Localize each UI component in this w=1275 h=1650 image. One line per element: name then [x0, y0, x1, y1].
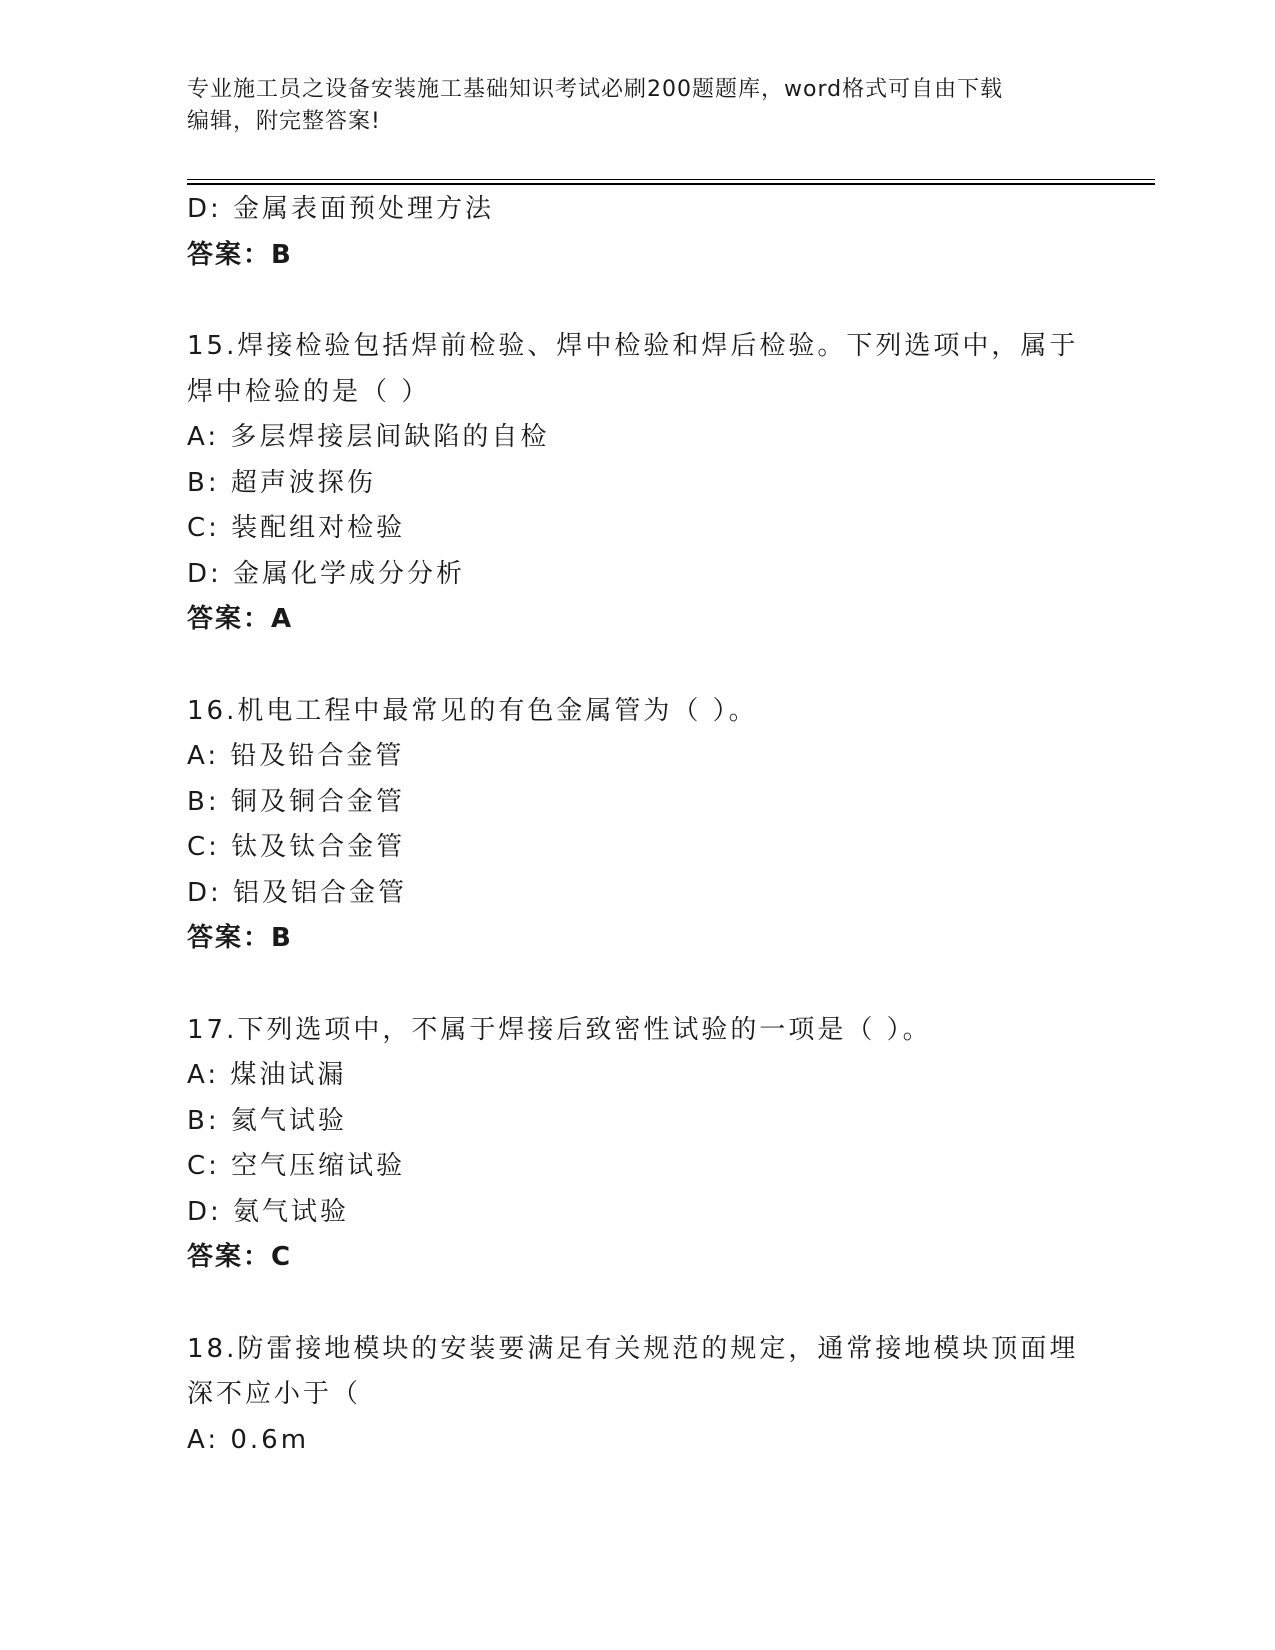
- option-a: A: 煤油试漏: [187, 1060, 347, 1090]
- question-stem-line-2: 焊中检验的是（ ）: [187, 376, 431, 407]
- option-d: D: 铝及铝合金管: [187, 877, 408, 908]
- option-a: A: 0.6m: [187, 1424, 310, 1455]
- option-c: C: 装配组对检验: [187, 513, 406, 543]
- header-divider-thin: [187, 179, 1155, 180]
- option-b: B: 氦气试验: [187, 1105, 347, 1136]
- option-c: C: 空气压缩试验: [187, 1151, 406, 1181]
- document-header: [187, 74, 1067, 138]
- question-15: [187, 324, 1087, 643]
- question-stem-line-1: 16.机电工程中最常见的有色金属管为（ ）。: [187, 695, 758, 726]
- header-divider-thick: [187, 183, 1155, 185]
- option-d: D: 金属表面预处理方法: [187, 194, 495, 224]
- answer-line: 答案：B: [187, 239, 293, 270]
- option-d: D: 金属化学成分分析: [187, 558, 466, 589]
- question-stem-line-1: 17.下列选项中，不属于焊接后致密性试验的一项是（ ）。: [187, 1014, 932, 1045]
- question-18: [187, 1327, 1087, 1464]
- option-b: B: 铜及铜合金管: [187, 786, 405, 817]
- option-a: A: 铅及铅合金管: [187, 741, 405, 771]
- question-stem-line-2: 深不应小于（: [187, 1379, 362, 1409]
- option-a: A: 多层焊接层间缺陷的自检: [187, 422, 550, 452]
- option-c: C: 钛及钛合金管: [187, 832, 406, 862]
- question-17: [187, 1008, 1087, 1281]
- option-b: B: 超声波探伤: [187, 467, 376, 498]
- question-stem-line-1: 15.焊接检验包括焊前检验、焊中检验和焊后检验。下列选项中，属于: [187, 331, 1079, 361]
- question-list: [187, 187, 1087, 1463]
- spacer: [187, 278, 1087, 324]
- answer-line: 答案：C: [187, 1242, 293, 1272]
- spacer: [187, 962, 1087, 1008]
- header-line-2: 编辑，附完整答案!: [187, 109, 381, 134]
- question-16: [187, 689, 1087, 962]
- question-partial: [187, 187, 1087, 278]
- spacer: [187, 1281, 1087, 1327]
- question-stem-line-1: 18.防雷接地模块的安装要满足有关规范的规定，通常接地模块顶面埋: [187, 1333, 1079, 1364]
- header-line-1: 专业施工员之设备安装施工基础知识考试必刷200题题库，word格式可自由下载: [187, 77, 1004, 102]
- answer-line: 答案：B: [187, 923, 293, 953]
- spacer: [187, 643, 1087, 689]
- answer-line: 答案：A: [187, 604, 294, 634]
- option-d: D: 氨气试验: [187, 1196, 350, 1227]
